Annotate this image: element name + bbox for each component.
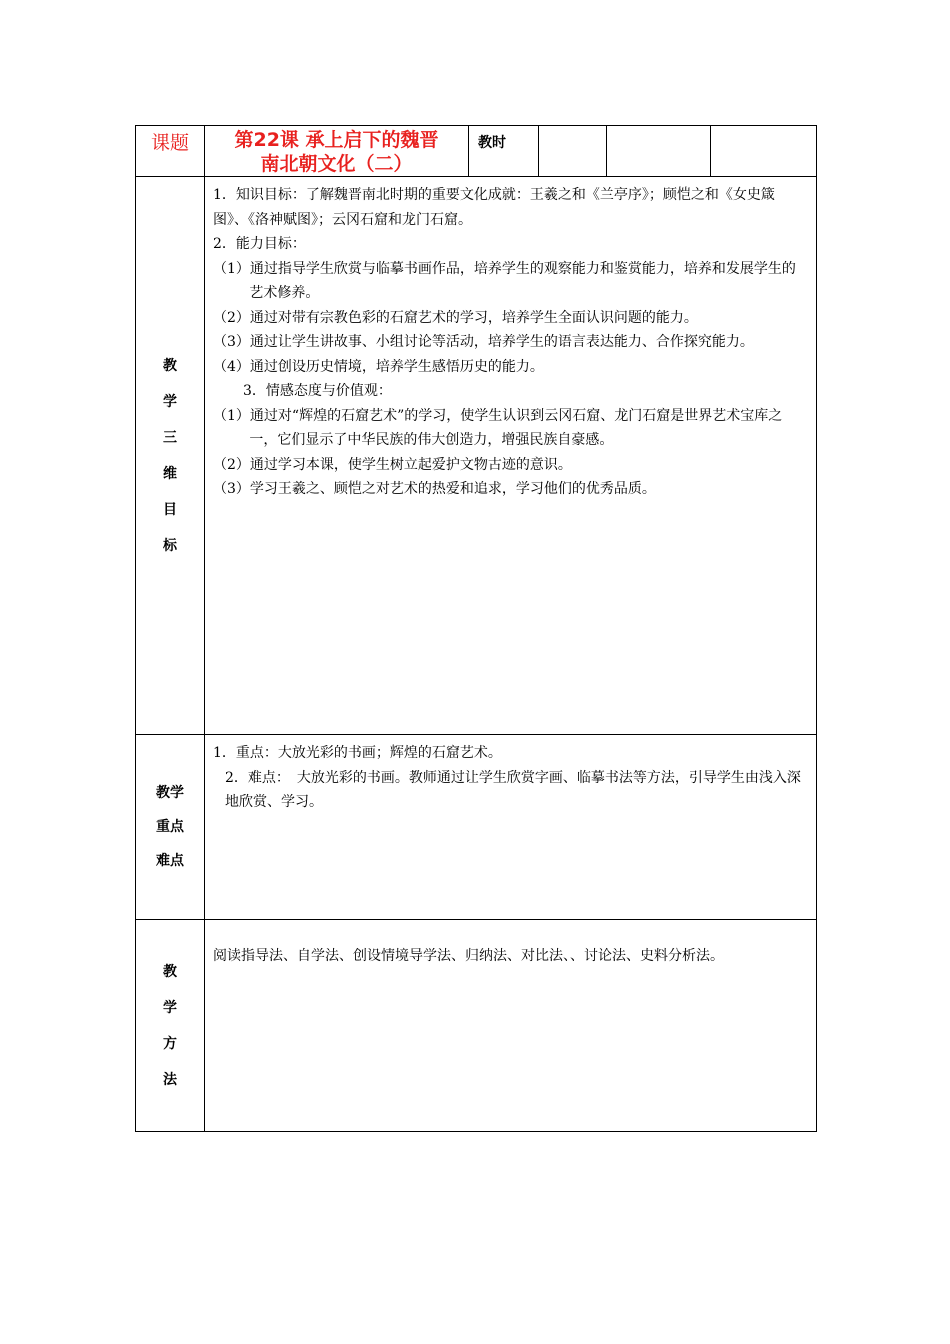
lesson-title-line2: 南北朝文化（二） bbox=[260, 153, 413, 175]
focus-content bbox=[205, 735, 817, 920]
goal-line: （1）通过对“辉煌的石窟艺术”的学习，使学生认识到云冈石窟、龙门石窟是世界艺术宝库之一，它们显示了中华民族的伟大创造力，增强民族自豪感。 bbox=[213, 407, 783, 448]
focus-label-line: 教学 bbox=[156, 785, 184, 801]
goals-content bbox=[205, 177, 817, 735]
goals-label bbox=[136, 177, 205, 735]
goal-line: （4）通过创设历史情境，培养学生感悟历史的能力。 bbox=[213, 358, 544, 375]
lesson-plan-table bbox=[135, 125, 817, 1132]
goals-label-char: 目 bbox=[163, 501, 177, 518]
goals-row bbox=[136, 177, 817, 735]
focus-row bbox=[136, 735, 817, 920]
method-row bbox=[136, 920, 817, 1132]
goal-line: （1）通过指导学生欣赏与临摹书画作品，培养学生的观察能力和鉴赏能力，培养和发展学生的艺术修养。 bbox=[213, 260, 796, 301]
focus-label bbox=[136, 735, 205, 920]
method-label bbox=[136, 920, 205, 1132]
goals-label-char: 学 bbox=[163, 393, 177, 410]
goals-label-char: 维 bbox=[163, 465, 177, 482]
goal-line: （3）通过让学生讲故事、小组讨论等活动，培养学生的语言表达能力、合作探究能力。 bbox=[213, 334, 754, 350]
goal-line: （2）通过对带有宗教色彩的石窟艺术的学习，培养学生全面认识问题的能力。 bbox=[213, 309, 698, 326]
header-row bbox=[136, 126, 817, 177]
focus-line: 2．难点： 大放光彩的书画。教师通过让学生欣赏字画、临摹书法等方法，引导学生由浅入深地欣赏、学习。 bbox=[225, 769, 801, 810]
focus-label-line: 重点 bbox=[156, 819, 184, 835]
goals-label-char: 教 bbox=[163, 357, 177, 374]
goal-line: 1．知识目标：了解魏晋南北时期的重要文化成就：王羲之和《兰亭序》；顾恺之和《女史箴图》、《洛神赋图》；云冈石窟和龙门石窟。 bbox=[213, 187, 775, 228]
lesson-title bbox=[205, 126, 469, 177]
lesson-title-line1: 第22课 承上启下的魏晋 bbox=[234, 129, 439, 151]
goal-line: 2．能力目标： bbox=[213, 236, 306, 252]
method-label-char: 法 bbox=[163, 1071, 177, 1088]
focus-label-line: 难点 bbox=[156, 853, 184, 869]
goal-line: 3．情感态度与价值观： bbox=[243, 383, 392, 399]
method-content bbox=[205, 920, 817, 1132]
empty-cell-1 bbox=[607, 126, 711, 177]
goal-line: （3）学习王羲之、顾恺之对艺术的热爱和追求，学习他们的优秀品质。 bbox=[213, 481, 656, 497]
lesson-label: 课题 bbox=[136, 126, 205, 177]
method-text: 阅读指导法、自学法、创设情境导学法、归纳法、对比法、、讨论法、史料分析法。 bbox=[213, 948, 724, 964]
goal-line: （2）通过学习本课，使学生树立起爱护文物古迹的意识。 bbox=[213, 456, 572, 473]
goals-label-char: 三 bbox=[163, 429, 177, 446]
method-label-char: 教 bbox=[163, 963, 177, 980]
empty-cell-2 bbox=[711, 126, 817, 177]
method-label-char: 学 bbox=[163, 999, 177, 1016]
goals-label-char: 标 bbox=[163, 537, 177, 554]
hours-value-cell bbox=[539, 126, 607, 177]
method-label-char: 方 bbox=[163, 1035, 177, 1052]
focus-line: 1．重点：大放光彩的书画；辉煌的石窟艺术。 bbox=[213, 745, 502, 761]
hours-label: 教时 bbox=[469, 126, 539, 177]
